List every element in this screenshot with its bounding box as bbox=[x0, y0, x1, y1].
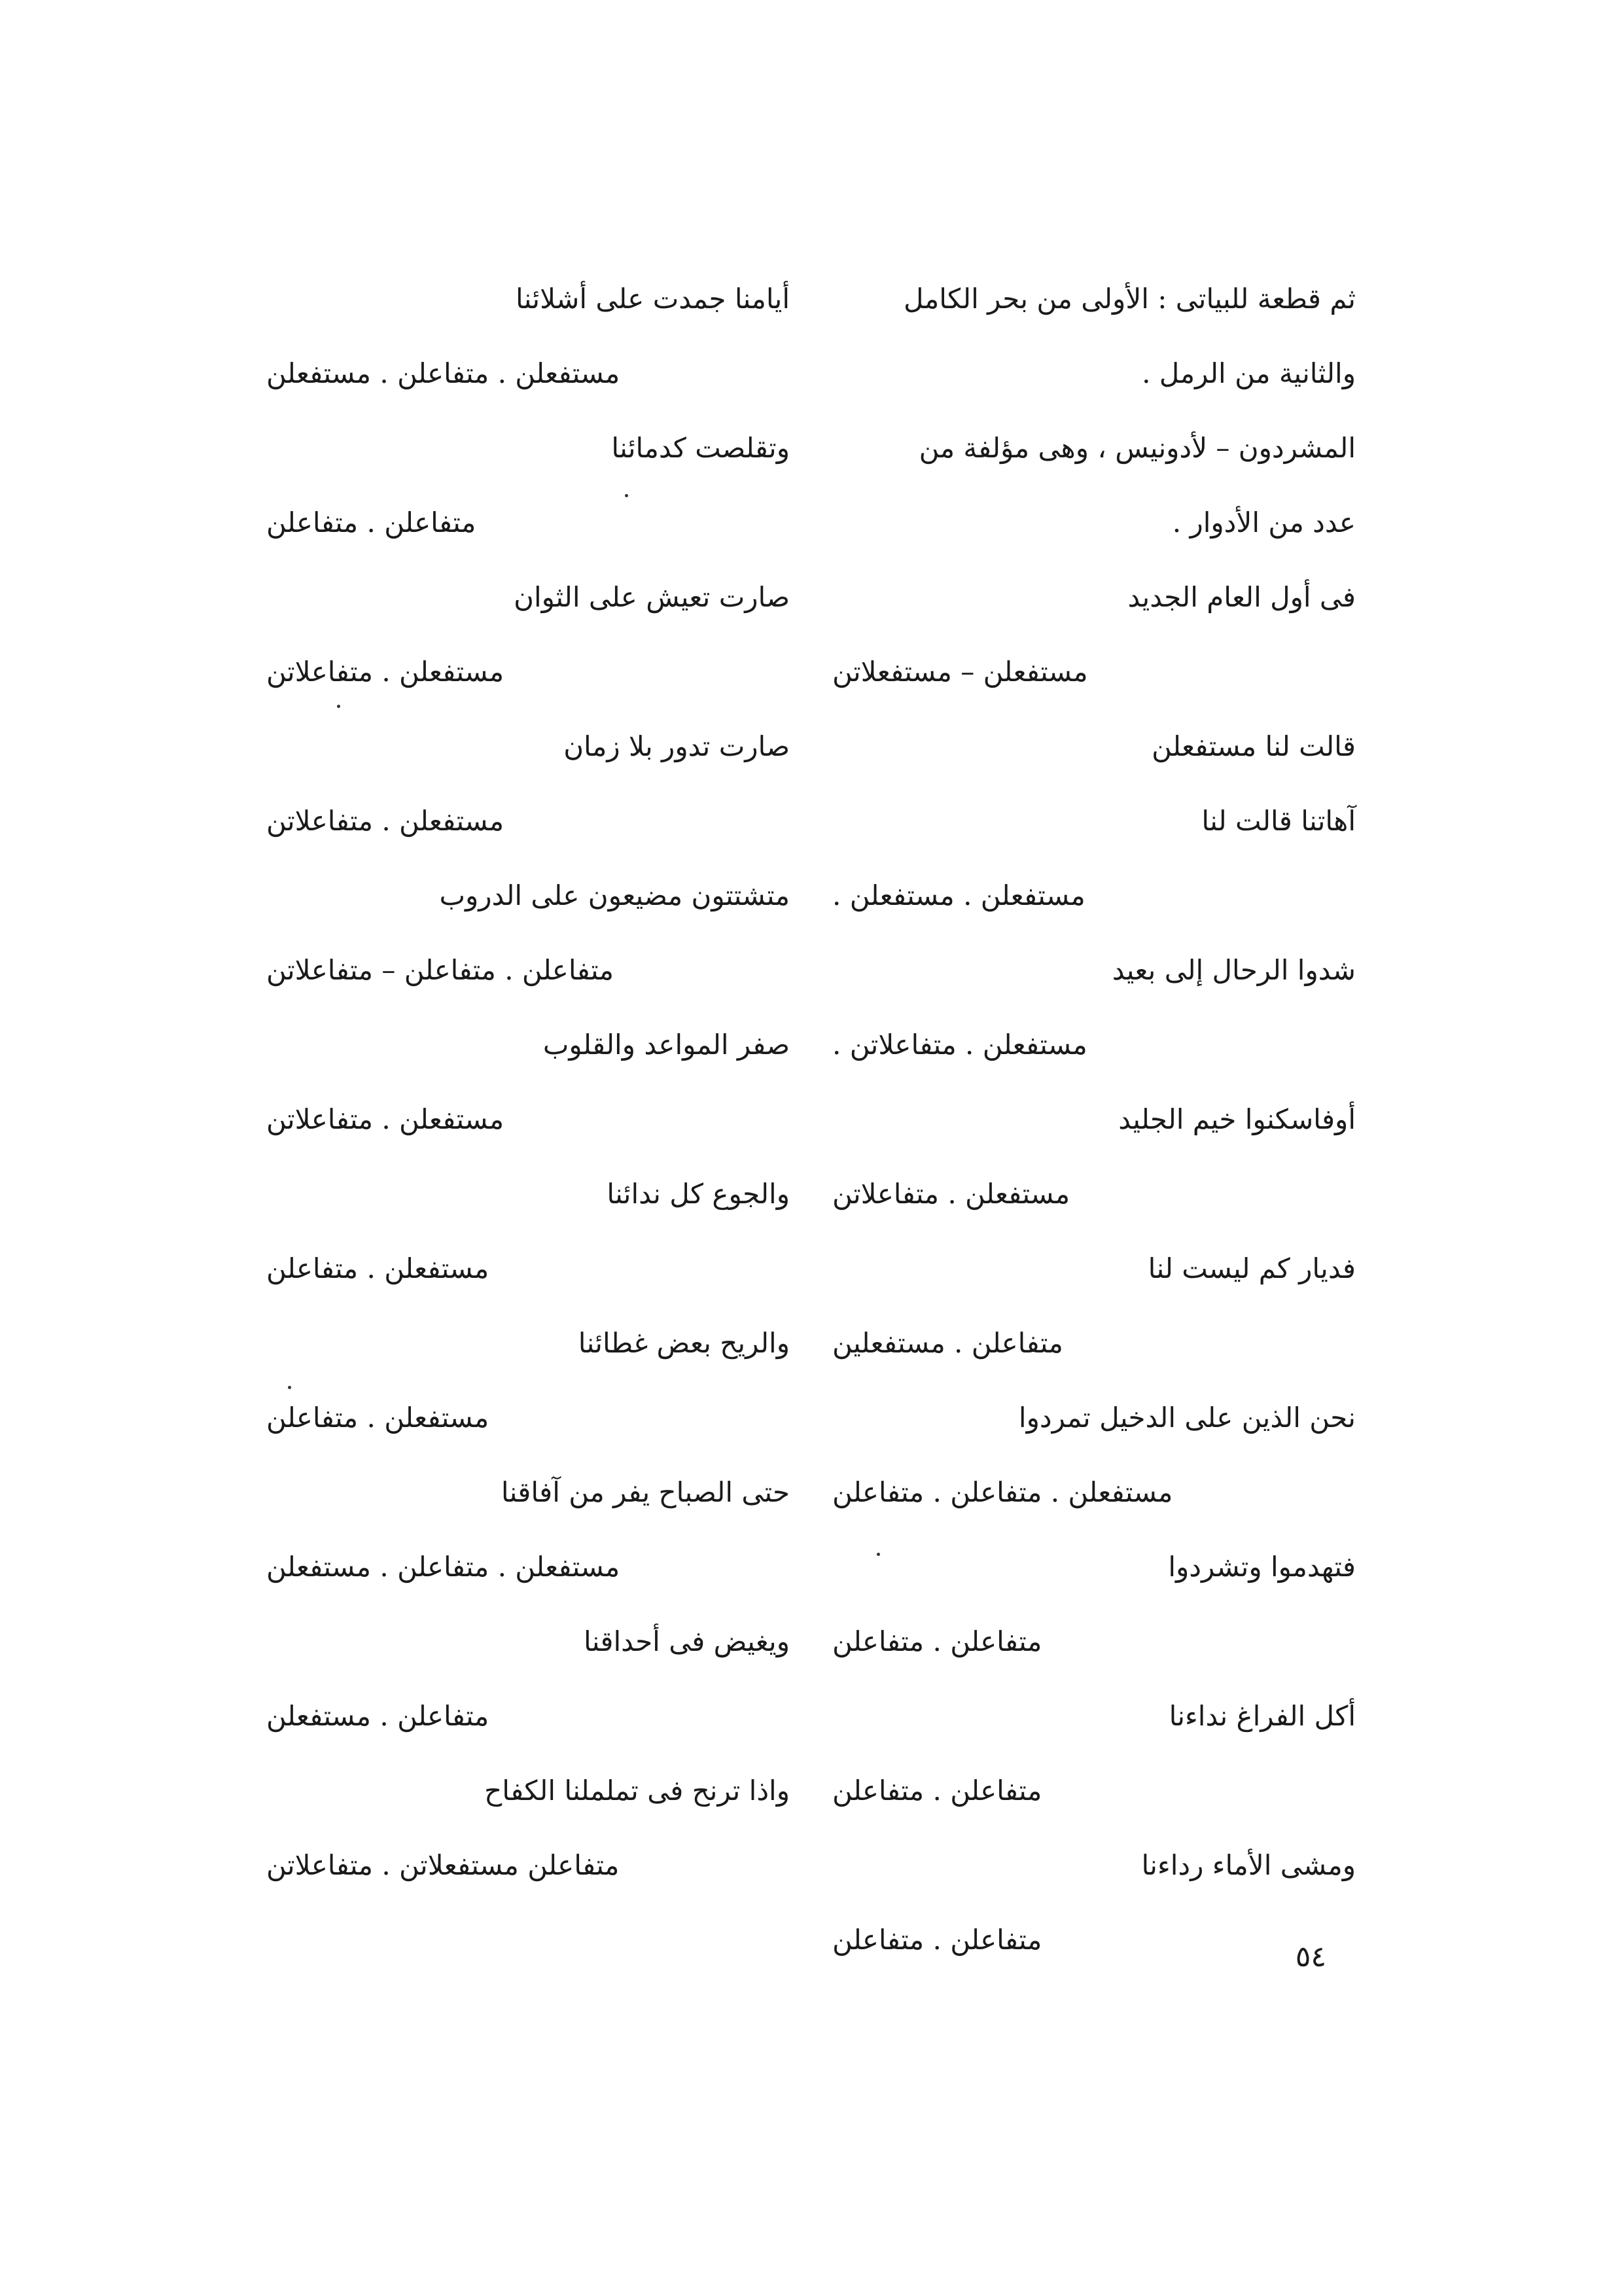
right-column-verse-line: شدوا الرحال إلى بعيد bbox=[1112, 954, 1356, 986]
right-column-verse-line: قالت لنا مستفعلن bbox=[1152, 730, 1356, 762]
right-column-verse-line: فتهدموا وتشردوا bbox=[1168, 1551, 1356, 1583]
right-column-verse-line: أكل الفراغ نداءنا bbox=[1169, 1700, 1356, 1732]
left-column-meter-line: مستفعلن . متفاعلن bbox=[266, 1402, 489, 1434]
right-column-verse-line: والثانية من الرمل . bbox=[1142, 357, 1356, 389]
right-column-verse-line: نحن الذين على الدخيل تمردوا bbox=[1018, 1402, 1356, 1434]
right-column-meter-line: متفاعلن . متفاعلن bbox=[832, 1924, 1042, 1956]
left-column-meter-line: مستفعلن . متفاعلن . مستفعلن bbox=[266, 1551, 620, 1583]
left-column-verse-line: واذا ترنح فى تململنا الكفاح bbox=[484, 1775, 790, 1807]
right-column-meter-line: مستفعلن . متفاعلاتن bbox=[832, 1178, 1070, 1210]
left-column-verse-line: صارت تعيش على الثوان bbox=[514, 581, 790, 613]
right-column-meter-line: متفاعلن . متفاعلن bbox=[832, 1625, 1042, 1657]
right-column-verse-line: ومشى الأماء رداءنا bbox=[1141, 1849, 1356, 1881]
left-column-meter-line: مستفعلن . متفاعلاتن bbox=[266, 656, 504, 688]
left-column-meter-line: متفاعلن مستفعلاتن . متفاعلاتن bbox=[266, 1849, 620, 1881]
right-column-meter-line: مستفعلن . متفاعلاتن . bbox=[832, 1029, 1087, 1061]
left-column-verse-line: صارت تدور بلا زمان bbox=[563, 730, 790, 762]
scan-speck bbox=[337, 705, 340, 708]
left-column-verse-line: والريح بعض غطائنا bbox=[578, 1327, 790, 1359]
left-column-verse-line: والجوع كل ندائنا bbox=[607, 1178, 790, 1210]
left-column-verse-line: صفر المواعد والقلوب bbox=[542, 1029, 790, 1061]
right-column-verse-line: فديار كم ليست لنا bbox=[1148, 1252, 1356, 1284]
scan-speck bbox=[288, 1386, 291, 1389]
right-column-verse-line: ثم قطعة للبياتى : الأولى من بحر الكامل bbox=[903, 283, 1356, 315]
page-number: ٥٤ bbox=[1295, 1940, 1326, 1973]
left-column-meter-line: مستفعلن . متفاعلن bbox=[266, 1252, 489, 1284]
left-column bbox=[266, 262, 790, 1903]
right-column-meter-line: مستفعلن . مستفعلن . bbox=[832, 879, 1086, 911]
left-column-verse-line: حتى الصباح يفر من آفاقنا bbox=[501, 1476, 790, 1508]
right-column-meter-line: متفاعلن . متفاعلن bbox=[832, 1775, 1042, 1807]
left-column-meter-line: متفاعلن . متفاعلن – متفاعلاتن bbox=[266, 954, 614, 986]
right-column-meter-line: مستفعلن . متفاعلن . متفاعلن bbox=[832, 1476, 1173, 1508]
scan-speck bbox=[625, 494, 628, 497]
right-column-verse-line: فى أول العام الجديد bbox=[1127, 581, 1356, 613]
left-column-meter-line: متفاعلن . مستفعلن bbox=[266, 1700, 489, 1732]
left-column-verse-line: ويغيض فى أحداقنا bbox=[583, 1625, 790, 1657]
left-column-verse-line: وتقلصت كدمائنا bbox=[611, 432, 790, 464]
left-column-meter-line: مستفعلن . متفاعلن . مستفعلن bbox=[266, 357, 620, 389]
right-column-meter-line: متفاعلن . مستفعلين bbox=[832, 1327, 1063, 1359]
right-column bbox=[832, 262, 1356, 1977]
right-column-verse-line: أوفاسكنوا خيم الجليد bbox=[1118, 1103, 1356, 1135]
right-column-verse-line: المشردون – لأدونيس ، وهى مؤلفة من bbox=[919, 432, 1356, 464]
scan-speck bbox=[877, 1553, 880, 1556]
left-column-meter-line: مستفعلن . متفاعلاتن bbox=[266, 805, 504, 837]
right-column-meter-line: مستفعلن – مستفعلاتن bbox=[832, 656, 1088, 688]
right-column-verse-line: عدد من الأدوار . bbox=[1172, 506, 1356, 539]
left-column-meter-line: مستفعلن . متفاعلاتن bbox=[266, 1103, 504, 1135]
right-column-verse-line: آهاتنا قالت لنا bbox=[1201, 805, 1356, 837]
left-column-verse-line: متشتتون مضيعون على الدروب bbox=[439, 879, 790, 911]
left-column-verse-line: أيامنا جمدت على أشلائنا bbox=[515, 283, 790, 315]
left-column-meter-line: متفاعلن . متفاعلن bbox=[266, 506, 476, 539]
